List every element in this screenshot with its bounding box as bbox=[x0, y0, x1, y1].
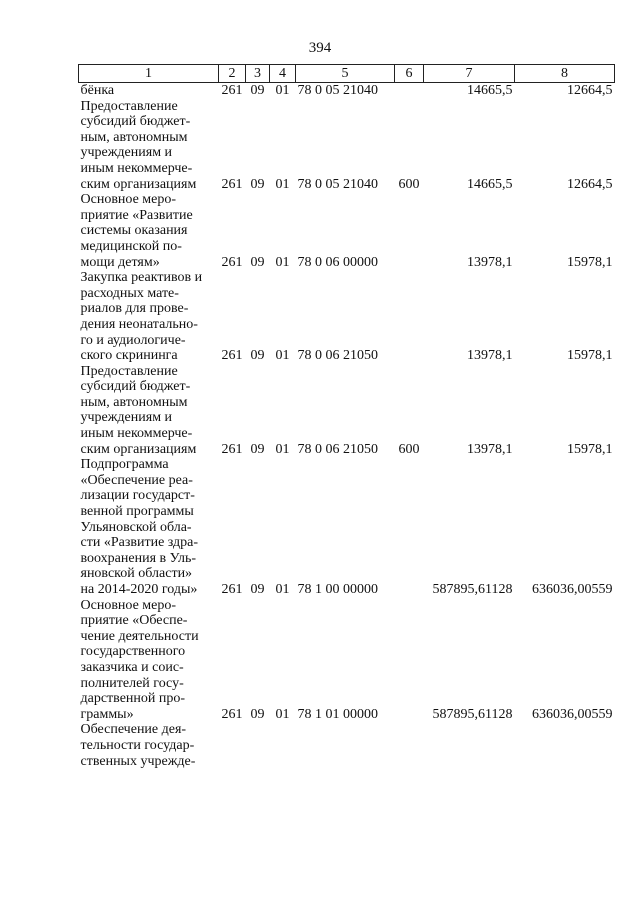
cell-expense-type: 600 bbox=[398, 441, 420, 457]
cell-amount-2: 636036,00559 bbox=[532, 706, 613, 722]
row-name: бёнка bbox=[80, 83, 115, 98]
table-row bbox=[79, 99, 615, 193]
page-number: 394 bbox=[308, 40, 332, 56]
row-name: Основное меро- приятие «Развитие системы оказания медицинской по- мощи детям» bbox=[80, 192, 193, 270]
cell-target-article: 78 0 05 21040 bbox=[297, 176, 378, 192]
table-row bbox=[79, 722, 615, 769]
row-name: Предоставление субсидий бюджет- ным, автономным учреждениям и иным некоммерче- ским организациям bbox=[80, 98, 197, 192]
cell-chapter: 261 bbox=[221, 706, 243, 722]
cell-section: 09 bbox=[250, 441, 265, 457]
budget-table bbox=[78, 64, 615, 769]
header-row bbox=[79, 65, 615, 83]
cell-amount-1: 587895,61128 bbox=[432, 582, 513, 597]
cell-chapter: 261 bbox=[221, 441, 243, 457]
cell-amount-1: 13978,1 bbox=[467, 441, 513, 457]
table-row bbox=[79, 364, 615, 458]
cell-chapter bbox=[219, 722, 246, 769]
row-name: Предоставление субсидий бюджет- ным, автономным учреждениям и иным некоммерче- ским организациям bbox=[80, 363, 197, 457]
cell-target-article: 78 0 06 21050 bbox=[297, 441, 378, 457]
cell-chapter: 261 bbox=[221, 176, 243, 192]
cell-amount-2: 12664,5 bbox=[567, 83, 613, 98]
row-name: Закупка реактивов и расходных мате- риалов для прове- дения неонатально- го и аудиологиче- ского скрининга bbox=[80, 270, 203, 364]
cell-amount-1: 587895,61128 bbox=[432, 706, 513, 722]
col-header-1: 1 bbox=[79, 65, 219, 83]
cell-subsection: 01 bbox=[275, 83, 290, 98]
cell-amount-1: 13978,1 bbox=[467, 348, 513, 364]
col-header-4: 4 bbox=[270, 65, 296, 83]
cell-expense-type bbox=[395, 83, 424, 99]
cell-amount-2: 15978,1 bbox=[567, 441, 613, 457]
cell-amount-1 bbox=[424, 722, 515, 769]
cell-subsection: 01 bbox=[275, 582, 290, 597]
cell-target-article: 78 0 06 21050 bbox=[297, 348, 378, 364]
cell-chapter: 261 bbox=[221, 83, 243, 98]
cell-expense-type bbox=[395, 598, 424, 723]
col-header-2: 2 bbox=[219, 65, 246, 83]
cell-amount-1: 14665,5 bbox=[467, 83, 513, 98]
col-header-8: 8 bbox=[515, 65, 615, 83]
cell-expense-type bbox=[395, 192, 424, 270]
cell-amount-1: 14665,5 bbox=[467, 176, 513, 192]
cell-section bbox=[246, 722, 270, 769]
table-row bbox=[79, 457, 615, 597]
cell-amount-1: 13978,1 bbox=[467, 254, 513, 270]
cell-target-article bbox=[296, 722, 395, 769]
table-row bbox=[79, 598, 615, 723]
col-header-6: 6 bbox=[395, 65, 424, 83]
cell-amount-2: 15978,1 bbox=[567, 254, 613, 270]
cell-section: 09 bbox=[250, 582, 265, 597]
cell-section: 09 bbox=[250, 706, 265, 722]
cell-expense-type bbox=[395, 270, 424, 364]
table-row bbox=[79, 270, 615, 364]
cell-target-article: 78 1 00 00000 bbox=[297, 582, 378, 597]
cell-amount-2: 636036,00559 bbox=[532, 582, 613, 597]
col-header-3: 3 bbox=[246, 65, 270, 83]
cell-chapter: 261 bbox=[221, 348, 243, 364]
cell-section: 09 bbox=[250, 83, 265, 98]
cell-amount-2: 15978,1 bbox=[567, 348, 613, 364]
table-row bbox=[79, 192, 615, 270]
cell-subsection: 01 bbox=[275, 441, 290, 457]
cell-subsection bbox=[270, 722, 296, 769]
cell-section: 09 bbox=[250, 348, 265, 364]
cell-expense-type: 600 bbox=[398, 176, 420, 192]
row-name: Подпрограмма «Обеспечение реа- лизации государст- венной программы Ульяновской обла- сти «Развитие здра- воохранения в Уль- яновской области» на 2014-2020 годы» bbox=[80, 457, 199, 597]
cell-target-article: 78 0 06 00000 bbox=[297, 254, 378, 270]
cell-target-article: 78 1 01 00000 bbox=[297, 706, 378, 722]
cell-section: 09 bbox=[250, 254, 265, 270]
cell-subsection: 01 bbox=[275, 348, 290, 364]
col-header-5: 5 bbox=[296, 65, 395, 83]
cell-target-article: 78 0 05 21040 bbox=[297, 83, 378, 98]
cell-subsection: 01 bbox=[275, 706, 290, 722]
row-name: Обеспечение дея- тельности государ- ственных учрежде- bbox=[80, 722, 196, 769]
cell-amount-2: 12664,5 bbox=[567, 176, 613, 192]
cell-subsection: 01 bbox=[275, 254, 290, 270]
col-header-7: 7 bbox=[424, 65, 515, 83]
cell-subsection: 01 bbox=[275, 176, 290, 192]
cell-expense-type bbox=[395, 457, 424, 597]
cell-section: 09 bbox=[250, 176, 265, 192]
row-name: Основное меро- приятие «Обеспе- чение деятельности государственного заказчика и соис- полнителей госу- дарственной про- граммы» bbox=[80, 597, 199, 722]
cell-amount-2 bbox=[515, 722, 615, 769]
cell-chapter: 261 bbox=[221, 254, 243, 270]
cell-expense-type bbox=[395, 722, 424, 769]
table-row bbox=[79, 83, 615, 99]
cell-chapter: 261 bbox=[221, 582, 243, 597]
